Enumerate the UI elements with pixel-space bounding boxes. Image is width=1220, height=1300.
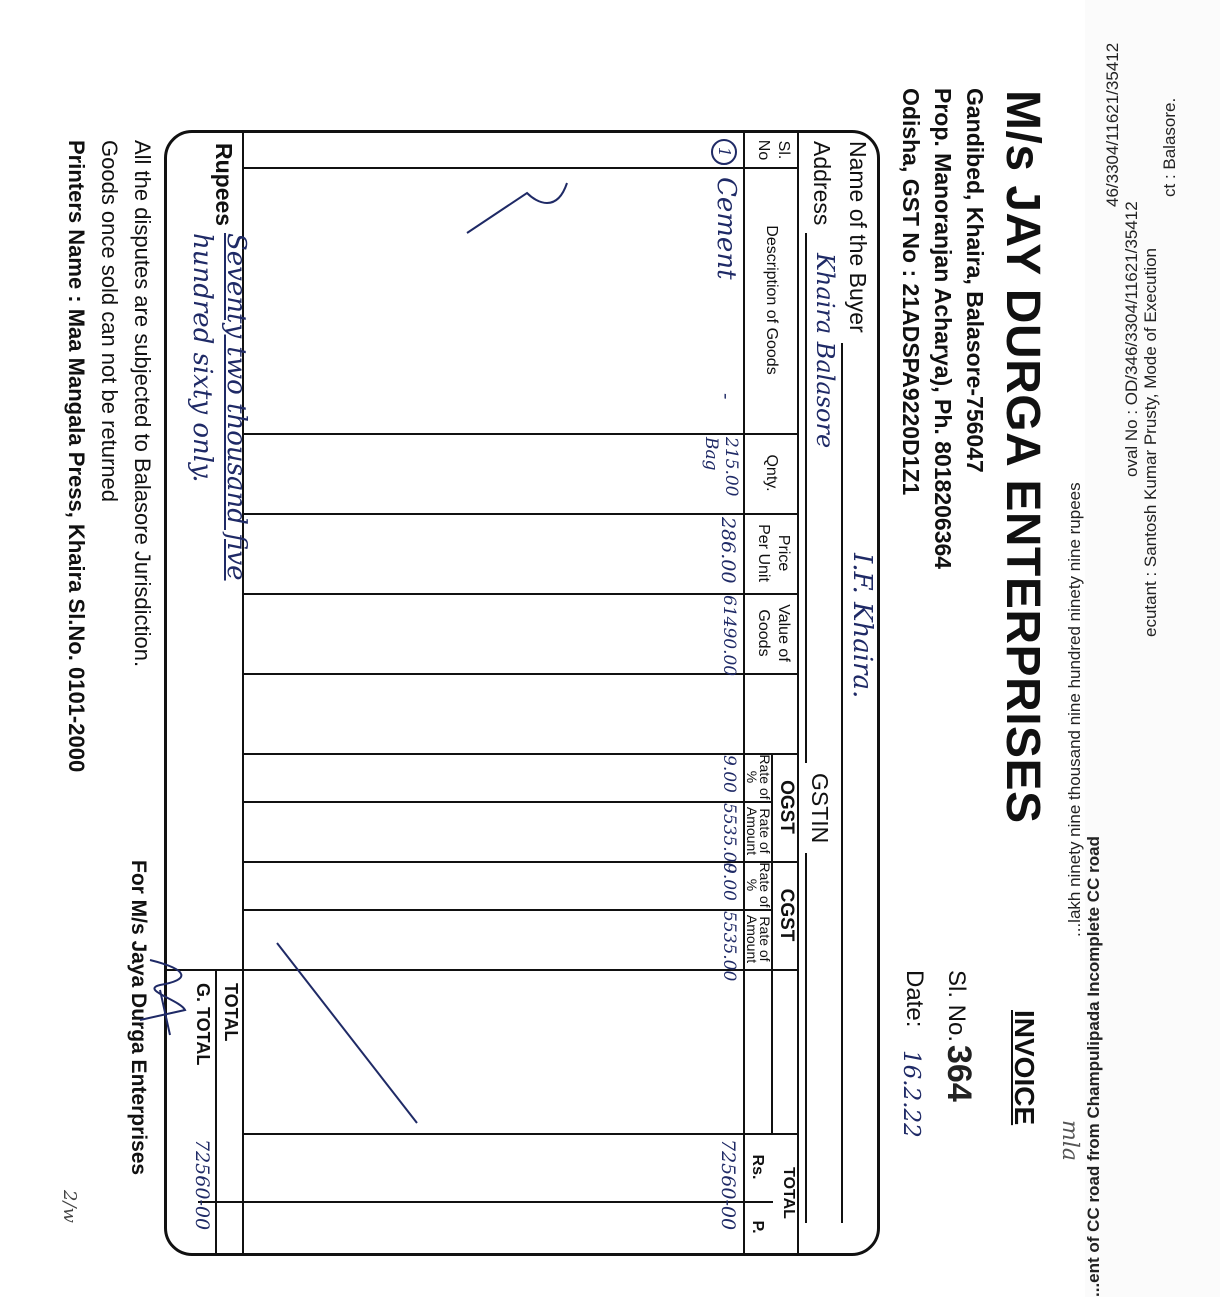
background-line-4: ct : Balasore.	[1160, 97, 1179, 197]
row-cgst-rate: 9.00	[719, 863, 739, 901]
amount-words-line-1: Seventy two thousand five	[221, 233, 251, 581]
buyer-name-value: I.F. Khaira.	[847, 553, 877, 699]
th-value: Value of Goods	[755, 604, 792, 662]
company-proprietor: Prop. Manoranjan Acharya), Ph. 8018206364	[930, 88, 956, 570]
row-qnty: 215.00 Bag	[701, 437, 741, 497]
footer-printer: Printers Name : Maa Mangala Press, Khaira Sl.No. 0101-2000	[64, 140, 89, 773]
corner-mark: mla	[1057, 1120, 1082, 1162]
grand-total-value: 72560-00	[191, 1139, 213, 1231]
background-line-3: ecutant : Santosh Kumar Prusty, Mode of Execution	[1141, 248, 1160, 637]
footer-jurisdiction: All the disputes are subjected to Balasore Jurisdiction.	[130, 140, 155, 668]
th-cgst: CGST	[776, 888, 797, 942]
row-cgst-amount: 5535.00	[719, 911, 739, 982]
th-cgst-amount: Rate of Amount	[744, 914, 773, 964]
background-line-2: oval No : OD/346/3304/11621/35412	[1122, 201, 1141, 477]
th-ogst-amount: Rate of Amount	[744, 806, 773, 856]
amount-words-line-2: hundred sixty only.	[187, 233, 217, 483]
row-ogst-amount: 5535.00	[719, 803, 739, 874]
row-sl: 1	[711, 139, 737, 165]
date-value: 16.2.22	[898, 1050, 924, 1138]
background-line-1: 46/3304/11621/35412	[1103, 42, 1122, 207]
row-dash: -	[715, 393, 737, 400]
rupees-label: Rupees	[211, 143, 237, 227]
row-ogst-rate: 9.00	[719, 755, 739, 793]
date-label: Date:	[901, 970, 928, 1028]
invoice-title: INVOICE	[1009, 1010, 1040, 1126]
buyer-address-label: Address	[809, 141, 835, 226]
invoice-table	[164, 130, 880, 1256]
th-qnty: Qnty.	[763, 454, 780, 492]
background-work-line: ...ent of CC road from Champulipada Incomplete CC road	[1084, 836, 1103, 1297]
th-description: Description of Goods	[763, 225, 780, 375]
background-document-text	[1065, 43, 1179, 1297]
th-ogst: OGST	[776, 780, 797, 834]
sl-no-label: Sl. No.	[943, 970, 970, 1043]
company-name: M/s JAY DURGA ENTERPRISES	[996, 90, 1049, 824]
th-p: P.	[749, 1220, 766, 1234]
footer-returns: Goods once sold can not be returned	[97, 140, 122, 503]
sl-no-value: 364	[940, 1045, 978, 1102]
grand-total-label: G. TOTAL	[193, 983, 213, 1066]
corner-initials: 2/w	[59, 1190, 80, 1223]
signature	[130, 950, 200, 1040]
total-label: TOTAL	[221, 983, 241, 1042]
strike-mark	[457, 173, 577, 253]
company-gst: Odisha, GST No : 21ADSPA9220D1Z1	[898, 88, 924, 496]
th-rs: Rs.	[749, 1154, 766, 1180]
row-price: 286.00	[717, 517, 739, 584]
th-ogst-rate: Rate of %	[744, 754, 773, 800]
th-total: TOTAL	[780, 1167, 797, 1219]
row-total: 72560-00	[717, 1139, 739, 1231]
for-company-label: For M/s Jaya Durga Enterprises	[127, 860, 150, 1176]
buyer-name-label: Name of the Buyer	[845, 141, 871, 333]
buyer-address-value: Khaira Balasore	[811, 253, 839, 449]
gstin-label: GSTIN	[807, 773, 833, 844]
company-address: Gandibed, Khaira, Balasore-756047	[962, 88, 988, 473]
th-price: Price Per Unit	[755, 524, 792, 582]
row-description: Cement	[711, 177, 741, 280]
strike-line	[267, 933, 427, 1133]
row-value: 61490.00	[719, 595, 739, 677]
th-cgst-rate: Rate of %	[744, 862, 773, 908]
th-sl-no: Sl. No	[755, 139, 792, 161]
background-amount-line: ...lakh ninety nine thousand nine hundred ninety nine rupees	[1065, 482, 1084, 937]
